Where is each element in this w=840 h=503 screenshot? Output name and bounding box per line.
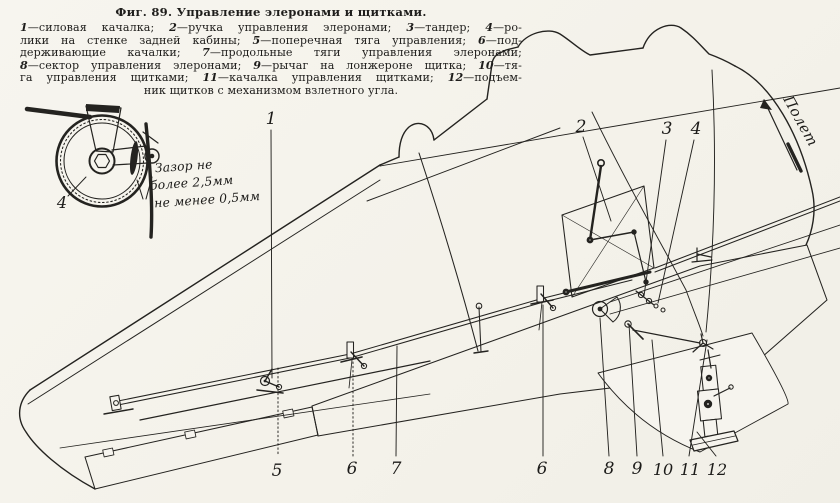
legend-line: га управления щитками; 11—качалка управления щитками; 12—подъем- bbox=[20, 71, 522, 84]
callout-4-detail-label: 4 bbox=[56, 193, 68, 212]
legend-line: 8—сектор управления элеронами; 9—рычаг на лонжероне щитка; 10—тя- bbox=[20, 58, 522, 72]
legend-line: 1—силовая качалка; 2—ручка управления элеронами; 3—тандер; 4—ро- bbox=[20, 21, 522, 34]
flap-hatch-left bbox=[85, 407, 318, 489]
callout-3 bbox=[644, 119, 672, 296]
callout-6a-label: 6 bbox=[346, 459, 358, 479]
cable-rollers bbox=[654, 304, 665, 312]
support-rocker-1 bbox=[341, 342, 367, 388]
gap-note bbox=[148, 154, 260, 210]
aileron-sector bbox=[593, 297, 621, 322]
pulley-detail bbox=[27, 104, 159, 237]
gap-note-line1: Зазор не bbox=[154, 157, 214, 176]
callout-9-label: 9 bbox=[631, 459, 643, 479]
flap-open-outline bbox=[598, 333, 788, 452]
figure-title: Фиг. 89. Управление элеронами и щитками. bbox=[115, 5, 427, 19]
turnbuckle bbox=[636, 291, 654, 305]
wing-outline bbox=[20, 165, 430, 489]
callout-3-label: 3 bbox=[661, 119, 673, 139]
flight-label: Полет bbox=[779, 93, 821, 150]
callout-7 bbox=[391, 346, 402, 479]
callout-1 bbox=[266, 109, 277, 378]
flight-direction-arrow bbox=[760, 92, 820, 171]
legend-line: ник щитков с механизмом взлетного угла. bbox=[143, 83, 399, 97]
figure-caption bbox=[20, 5, 522, 97]
rear-wall-bracket bbox=[104, 395, 133, 414]
callout-4 bbox=[658, 119, 701, 303]
callout-4-label: 4 bbox=[690, 119, 702, 139]
gap-note-line3: не менее 0,5мм bbox=[153, 189, 261, 211]
figure-legend bbox=[20, 22, 522, 97]
callout-2-label: 2 bbox=[575, 117, 587, 137]
callout-5-label: 5 bbox=[271, 461, 283, 481]
legend-line: лики на стенке задней кабины; 5—поперечная тяга управления; 6—под- bbox=[20, 33, 522, 47]
callout-6b bbox=[537, 305, 548, 479]
callout-7-label: 7 bbox=[390, 459, 402, 479]
callout-6b-label: 6 bbox=[536, 459, 548, 479]
control-stick-assembly bbox=[562, 160, 654, 297]
callout-11-label: 11 bbox=[679, 460, 701, 479]
callout-8-label: 8 bbox=[603, 459, 615, 479]
callout-12-label: 12 bbox=[706, 460, 728, 479]
gap-note-line2: более 2,5мм bbox=[149, 172, 234, 193]
callout-10-label: 10 bbox=[652, 460, 674, 479]
callout-1-label: 1 bbox=[265, 109, 277, 129]
callout-6a bbox=[347, 362, 358, 479]
callout-2 bbox=[575, 117, 611, 221]
callout-8 bbox=[600, 318, 615, 479]
legend-line: держивающие качалки; 7—продольные тяги управления элеронами; bbox=[20, 46, 522, 59]
